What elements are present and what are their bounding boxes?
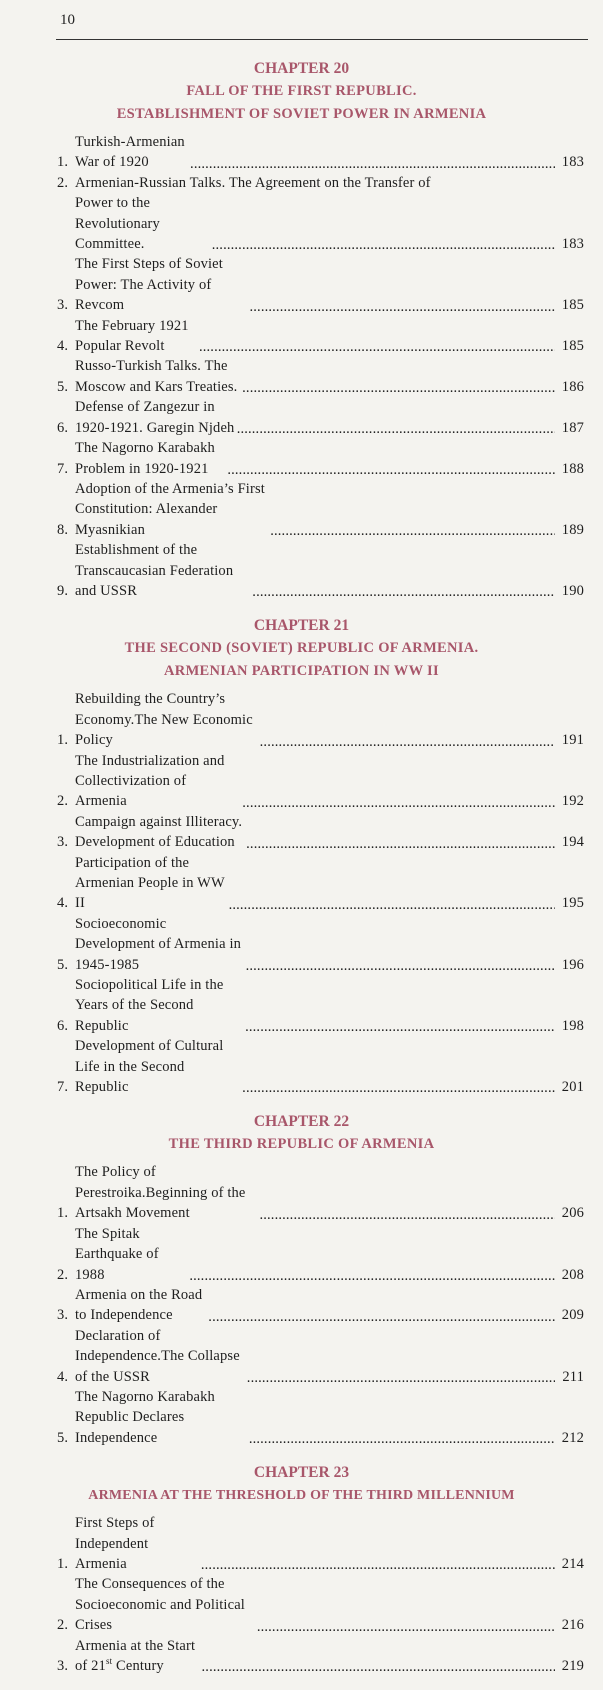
dot-leader — [242, 1083, 555, 1093]
entry-number: 7. — [57, 1079, 69, 1096]
chapter-heading — [0, 1462, 603, 1507]
entry-title: First Steps of Independent Armenia — [75, 1515, 155, 1572]
entry-number: 2. — [57, 174, 69, 191]
chapter-entries — [0, 1513, 584, 1676]
dot-leader — [242, 383, 555, 393]
entry-page: 190 — [561, 582, 584, 599]
toc-entry[interactable] — [57, 689, 584, 750]
dot-leader — [242, 798, 555, 808]
toc-entry[interactable] — [57, 356, 584, 397]
dot-leader — [270, 526, 555, 536]
chapter-title-line: ARMENIAN PARTICIPATION IN WW II — [164, 663, 439, 680]
toc-entry[interactable] — [57, 254, 584, 315]
chapter-entries — [0, 1162, 584, 1448]
entry-title: The Consequences of the Socioeconomic and Political Crises — [75, 1576, 245, 1634]
entry-page: 212 — [561, 1429, 584, 1446]
chapter-number: CHAPTER 22 — [253, 1113, 350, 1131]
entry-number: 3. — [57, 297, 69, 314]
entry-title: Sociopolitical Life in the Years of the Second Republic — [75, 977, 224, 1034]
entry-page: 185 — [561, 338, 584, 355]
entry-page: 191 — [561, 732, 584, 749]
toc-entry[interactable] — [57, 193, 584, 254]
entry-page: 183 — [561, 154, 584, 171]
entry-page: 208 — [561, 1266, 584, 1283]
entry-page: 216 — [561, 1617, 584, 1634]
entry-page: 183 — [561, 236, 584, 253]
dot-leader — [252, 587, 555, 597]
dot-leader — [245, 1022, 555, 1032]
entry-number: 2. — [57, 1617, 69, 1634]
chapter-number: CHAPTER 21 — [253, 617, 350, 635]
entry-page: 219 — [561, 1658, 584, 1674]
chapter-20 — [0, 58, 603, 601]
toc-entry[interactable] — [57, 316, 584, 357]
chapter-title-line: ARMENIA AT THE THRESHOLD OF THE THIRD MILLENNIUM — [88, 1488, 515, 1504]
entry-number: 2. — [57, 1266, 69, 1283]
entry-title: The Industrialization and Collectivization of Armenia — [75, 752, 225, 810]
entry-title: The Spitak Earthquake of 1988 — [75, 1225, 159, 1283]
chapter-title-line: THE THIRD REPUBLIC OF ARMENIA — [168, 1136, 435, 1153]
toc-entry[interactable] — [57, 1036, 584, 1097]
dot-leader — [201, 1560, 555, 1570]
entry-title: Adoption of the Armenia’s First Constitution: Alexander Myasnikian — [75, 480, 265, 538]
chapter-23 — [0, 1462, 603, 1676]
page-number: 10 — [60, 12, 75, 28]
entry-number: 3. — [57, 1658, 69, 1674]
toc-entry[interactable] — [57, 479, 584, 540]
chapter-number: CHAPTER 20 — [253, 60, 350, 77]
chapter-entries — [0, 689, 584, 1097]
toc-entry[interactable] — [57, 1513, 584, 1574]
entry-title: Development of Cultural Life in the Second Republic — [75, 1038, 224, 1096]
toc-entry-wrap-line[interactable] — [57, 173, 584, 193]
toc-entry[interactable] — [57, 751, 584, 812]
entry-number: 4. — [57, 895, 69, 912]
entry-number: 8. — [57, 521, 69, 538]
entry-number: 5. — [57, 378, 69, 395]
entry-number: 1. — [57, 154, 69, 171]
entry-number: 2. — [57, 793, 69, 810]
dot-leader — [250, 302, 556, 312]
entry-title: Declaration of Independence.The Collapse of the USSR — [75, 1327, 240, 1385]
toc-entry[interactable] — [57, 914, 584, 975]
toc-entry[interactable] — [57, 812, 584, 853]
entry-number: 1. — [57, 732, 69, 749]
entry-title: The Nagorno Karabakh Republic Declares Independence — [75, 1388, 215, 1446]
entry-page: 187 — [561, 419, 584, 436]
table-of-contents — [0, 58, 603, 1690]
entry-title: The Policy of Perestroika.Beginning of the Artsakh Movement — [75, 1164, 246, 1222]
entry-title: Socioeconomic Development of Armenia in 1945-1985 — [75, 915, 242, 973]
entry-title: The First Steps of Soviet Power: The Activity of Revcom — [75, 256, 223, 314]
toc-entry[interactable] — [57, 397, 584, 438]
dot-leader — [260, 737, 555, 747]
entry-title-sup: st — [105, 1656, 113, 1667]
entry-number: 3. — [57, 1307, 69, 1324]
dot-leader — [249, 1434, 555, 1444]
toc-entry[interactable] — [57, 1285, 584, 1326]
entry-page: 198 — [561, 1017, 584, 1034]
entry-title-line1: Armenian-Russian Talks. The Agreement on the Transfer of — [75, 174, 431, 191]
dot-leader — [257, 1622, 555, 1632]
dot-leader — [212, 240, 555, 250]
chapter-title-line: THE SECOND (SOVIET) REPUBLIC OF ARMENIA. — [124, 640, 479, 657]
entry-page: 185 — [561, 297, 584, 314]
toc-entry[interactable] — [57, 975, 584, 1036]
dot-leader — [259, 1210, 555, 1220]
entry-page: 209 — [561, 1307, 584, 1324]
entry-title: The February 1921 Popular Revolt — [75, 317, 189, 355]
dot-leader — [189, 1271, 555, 1281]
chapter-heading — [0, 615, 603, 683]
entry-page: 196 — [561, 956, 584, 973]
entry-number: 4. — [57, 1368, 69, 1385]
entry-number: 6. — [57, 1017, 69, 1034]
entry-title: Defense of Zangezur in 1920-1921. Garegin Njdeh — [75, 399, 235, 436]
entry-page: 192 — [561, 793, 584, 810]
toc-entry[interactable] — [57, 853, 584, 914]
entry-title-pre: Armenia at the Start of 21 — [75, 1637, 196, 1674]
dot-leader — [246, 961, 555, 971]
toc-entry[interactable] — [57, 132, 584, 173]
chapter-21 — [0, 615, 603, 1097]
entry-number: 6. — [57, 419, 69, 436]
entry-page: 211 — [562, 1368, 584, 1385]
toc-entry[interactable] — [57, 1326, 584, 1387]
entry-title — [75, 1636, 200, 1677]
toc-entry[interactable] — [57, 438, 584, 479]
dot-leader — [190, 159, 555, 169]
entry-title: Campaign against Illiteracy. Development of Education — [75, 813, 243, 851]
entry-number: 7. — [57, 460, 69, 477]
chapter-number: CHAPTER 23 — [253, 1464, 350, 1482]
dot-leader — [227, 465, 555, 475]
entry-number: 3. — [57, 834, 69, 851]
header-rule — [56, 39, 588, 40]
dot-leader — [199, 342, 555, 352]
toc-entry[interactable] — [57, 1387, 584, 1448]
entry-title: Participation of the Armenian People in WW II — [75, 854, 225, 912]
chapter-title-line: ESTABLISHMENT OF SOVIET POWER IN ARMENIA — [116, 106, 487, 122]
chapter-title-line: FALL OF THE FIRST REPUBLIC. — [186, 83, 417, 99]
entry-page: 186 — [561, 378, 584, 395]
toc-entry[interactable] — [57, 1574, 584, 1635]
entry-page: 189 — [561, 521, 584, 538]
entry-number: 5. — [57, 956, 69, 973]
entry-title: Power to the Revolutionary Committee. — [75, 195, 160, 253]
dot-leader — [229, 900, 555, 910]
toc-entry[interactable] — [57, 540, 584, 601]
dot-leader — [208, 1312, 555, 1322]
toc-entry[interactable] — [57, 1636, 584, 1677]
chapter-heading — [0, 1111, 603, 1156]
entry-number: 9. — [57, 582, 69, 599]
dot-leader — [246, 839, 555, 849]
toc-entry[interactable] — [57, 1224, 584, 1285]
entry-title: The Nagorno Karabakh Problem in 1920-1921 — [75, 440, 215, 477]
dot-leader — [237, 424, 555, 434]
entry-page: 195 — [561, 895, 584, 912]
toc-entry[interactable] — [57, 1162, 584, 1223]
entry-title: Armenia on the Road to Independence — [75, 1286, 203, 1324]
dot-leader — [247, 1373, 555, 1383]
entry-page: 201 — [561, 1079, 584, 1096]
entry-title: Russo-Turkish Talks. The Moscow and Kars Treaties. — [75, 358, 238, 395]
chapter-heading — [0, 58, 603, 126]
entry-title: Rebuilding the Country’s Economy.The New Economic Policy — [75, 691, 253, 749]
entry-number: 1. — [57, 1555, 69, 1572]
entry-number: 1. — [57, 1205, 69, 1222]
entry-number: 5. — [57, 1429, 69, 1446]
entry-page: 188 — [561, 460, 584, 477]
entry-title: Establishment of the Transcaucasian Federation and USSR — [75, 542, 234, 599]
dot-leader — [202, 1662, 555, 1672]
chapter-22 — [0, 1111, 603, 1448]
entry-title-post: Century — [112, 1658, 164, 1674]
chapter-entries — [0, 132, 584, 601]
entry-page: 214 — [561, 1555, 584, 1572]
entry-page: 206 — [561, 1205, 584, 1222]
entry-page: 194 — [561, 834, 584, 851]
entry-number: 4. — [57, 338, 69, 355]
entry-title: Turkish-Armenian War of 1920 — [75, 134, 185, 171]
